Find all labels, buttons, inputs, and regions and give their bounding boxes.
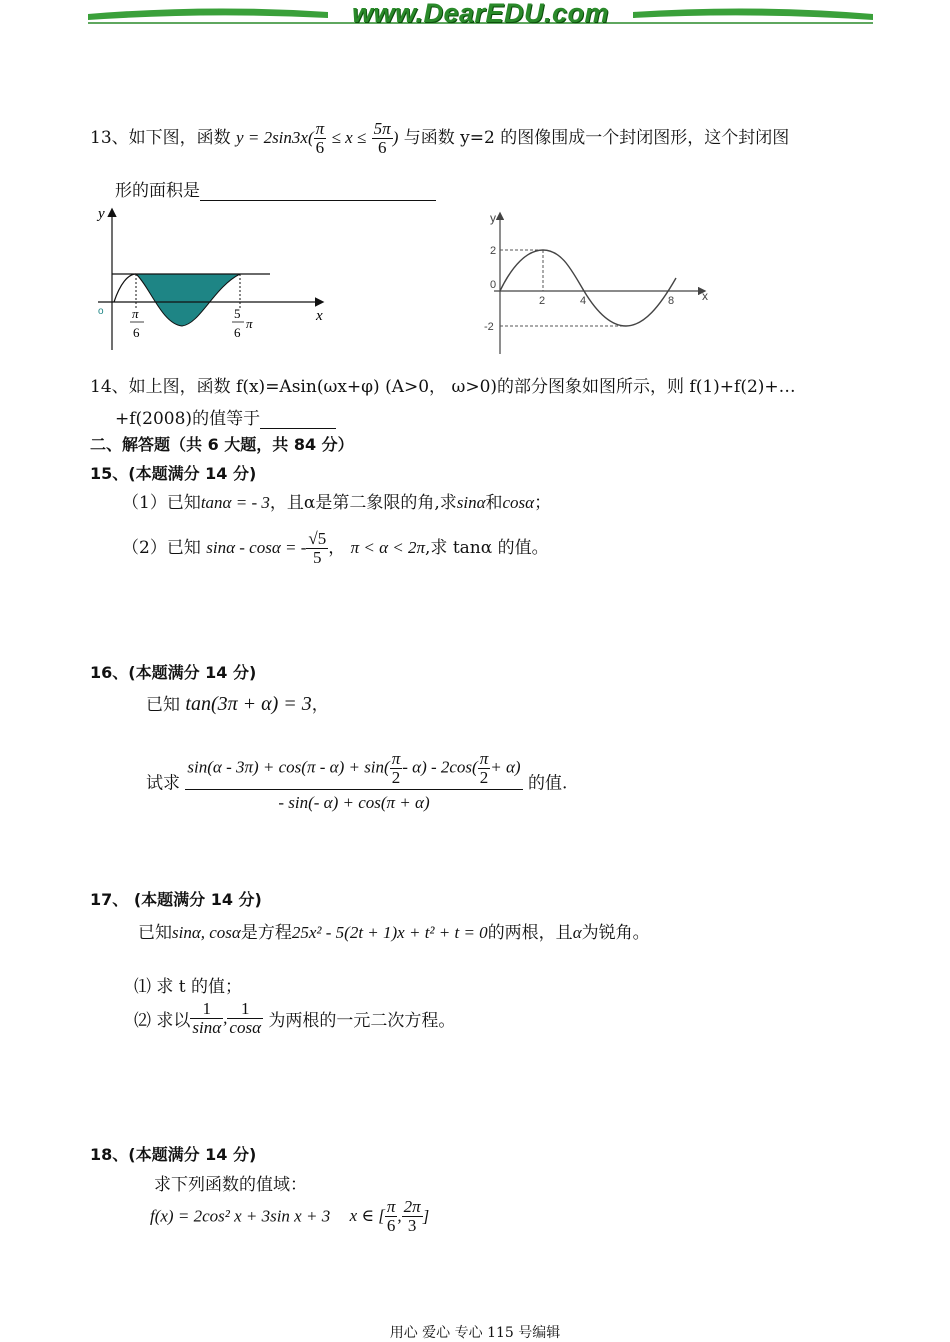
q15-title: 15、(本题满分 14 分) xyxy=(90,464,257,483)
y-tick-2: 2 xyxy=(490,245,497,257)
x-tick-2: 2 xyxy=(539,295,546,307)
graph-sine-period xyxy=(472,206,722,356)
sine-curve xyxy=(500,250,676,326)
q16-given: 已知 tan(3π + α) = 3， xyxy=(146,693,329,715)
q13-line2: 形的面积是 xyxy=(115,176,436,201)
origin-label: o xyxy=(98,306,104,317)
header-banner xyxy=(88,0,873,28)
x-tick-4: 4 xyxy=(580,295,587,307)
q17-part2: ⑵ 求以 $\frac{1}{\sin\alpha}$ , $\frac{1}{\cos\alpha}$ 为两根的一元二次方程。 xyxy=(134,999,456,1037)
q15-part1: （1）已知tanα = - 3，且α是第二象限的角,求sinα和cosα； xyxy=(122,493,552,513)
site-name: www.DearEDU.com xyxy=(351,0,610,28)
answer-blank xyxy=(260,410,336,429)
y-label: y xyxy=(98,206,105,222)
x-label-2: x xyxy=(702,289,708,303)
q16-title: 16、(本题满分 14 分) xyxy=(90,663,257,682)
y-tick-neg2: -2 xyxy=(484,321,494,333)
q18-formula: f(x) = 2cos² x + 3sin x + 3 x ∈ [ $\frac{\pi}{6}$ , $\frac{2\pi}{3}$ ] xyxy=(150,1197,430,1235)
q17-given: 已知sinα, cosα是方程25x² - 5(2t + 1)x + t² + t = 0的两根，且α为锐角。 xyxy=(138,923,650,943)
q16-fraction: sin(α - 3π) + cos(π - α) + sin( $\frac{\pi}{2}$ - α) - 2cos( $\frac{\pi}{2}$ + α) - sin(- α) + cos(π + α) xyxy=(187,749,521,812)
q14-line1: 14、如上图，函数 f(x)=Asin(ωx+φ) (A>0， ω>0)的部分图象如图所示，则 f(1)+f(2)+… xyxy=(90,377,796,397)
q13-line1: 13、如下图，函数 y = 2sin3x( $\frac{\pi}{6}$ ≤ x ≤ $\frac{5\pi}{6}$ ) 与函数 y=2 的图像围成一个封闭图形，这个封闭图 xyxy=(90,119,790,157)
q18-title: 18、(本题满分 14 分) xyxy=(90,1145,257,1164)
tick2-num: π xyxy=(246,316,253,331)
shaded-region xyxy=(136,274,240,326)
section-title: 二、解答题（共 6 大题，共 84 分） xyxy=(90,435,354,454)
x-tick-8: 8 xyxy=(668,295,675,307)
tick2-den: 6 xyxy=(234,325,241,340)
page-footer: 用心 爱心 专心 115 号编辑 xyxy=(389,1325,561,1341)
q14-line2: +f(2008)的值等于 xyxy=(115,404,336,429)
sine-curve-start xyxy=(114,274,136,302)
x-label: x xyxy=(316,308,323,324)
y-tick-0: 0 xyxy=(490,279,497,291)
q15-part2: （2）已知 sinα - cosα = - $\frac{√5}{5}$ ， π < α < 2π,求 tanα 的值。 xyxy=(122,529,549,567)
q17-part1: ⑴ 求 t 的值； xyxy=(134,977,243,997)
graph-sine-area xyxy=(92,202,332,352)
answer-blank xyxy=(200,182,436,201)
q17-title: 17、 (本题满分 14 分) xyxy=(90,890,262,909)
q16-expression: 试求 sin(α - 3π) + cos(π - α) + sin( $\frac{\pi}{2}$ - α) - 2cos( $\frac{\pi}{2}$ + α) - sin(- α) + cos(π + α) 的值. xyxy=(146,749,568,812)
q18-text: 求下列函数的值域： xyxy=(154,1175,307,1195)
tick1-den: 6 xyxy=(133,325,140,340)
tick2-whole: 5 xyxy=(234,306,241,321)
tick1-num: π xyxy=(132,306,139,321)
y-label-2: y xyxy=(490,211,496,225)
